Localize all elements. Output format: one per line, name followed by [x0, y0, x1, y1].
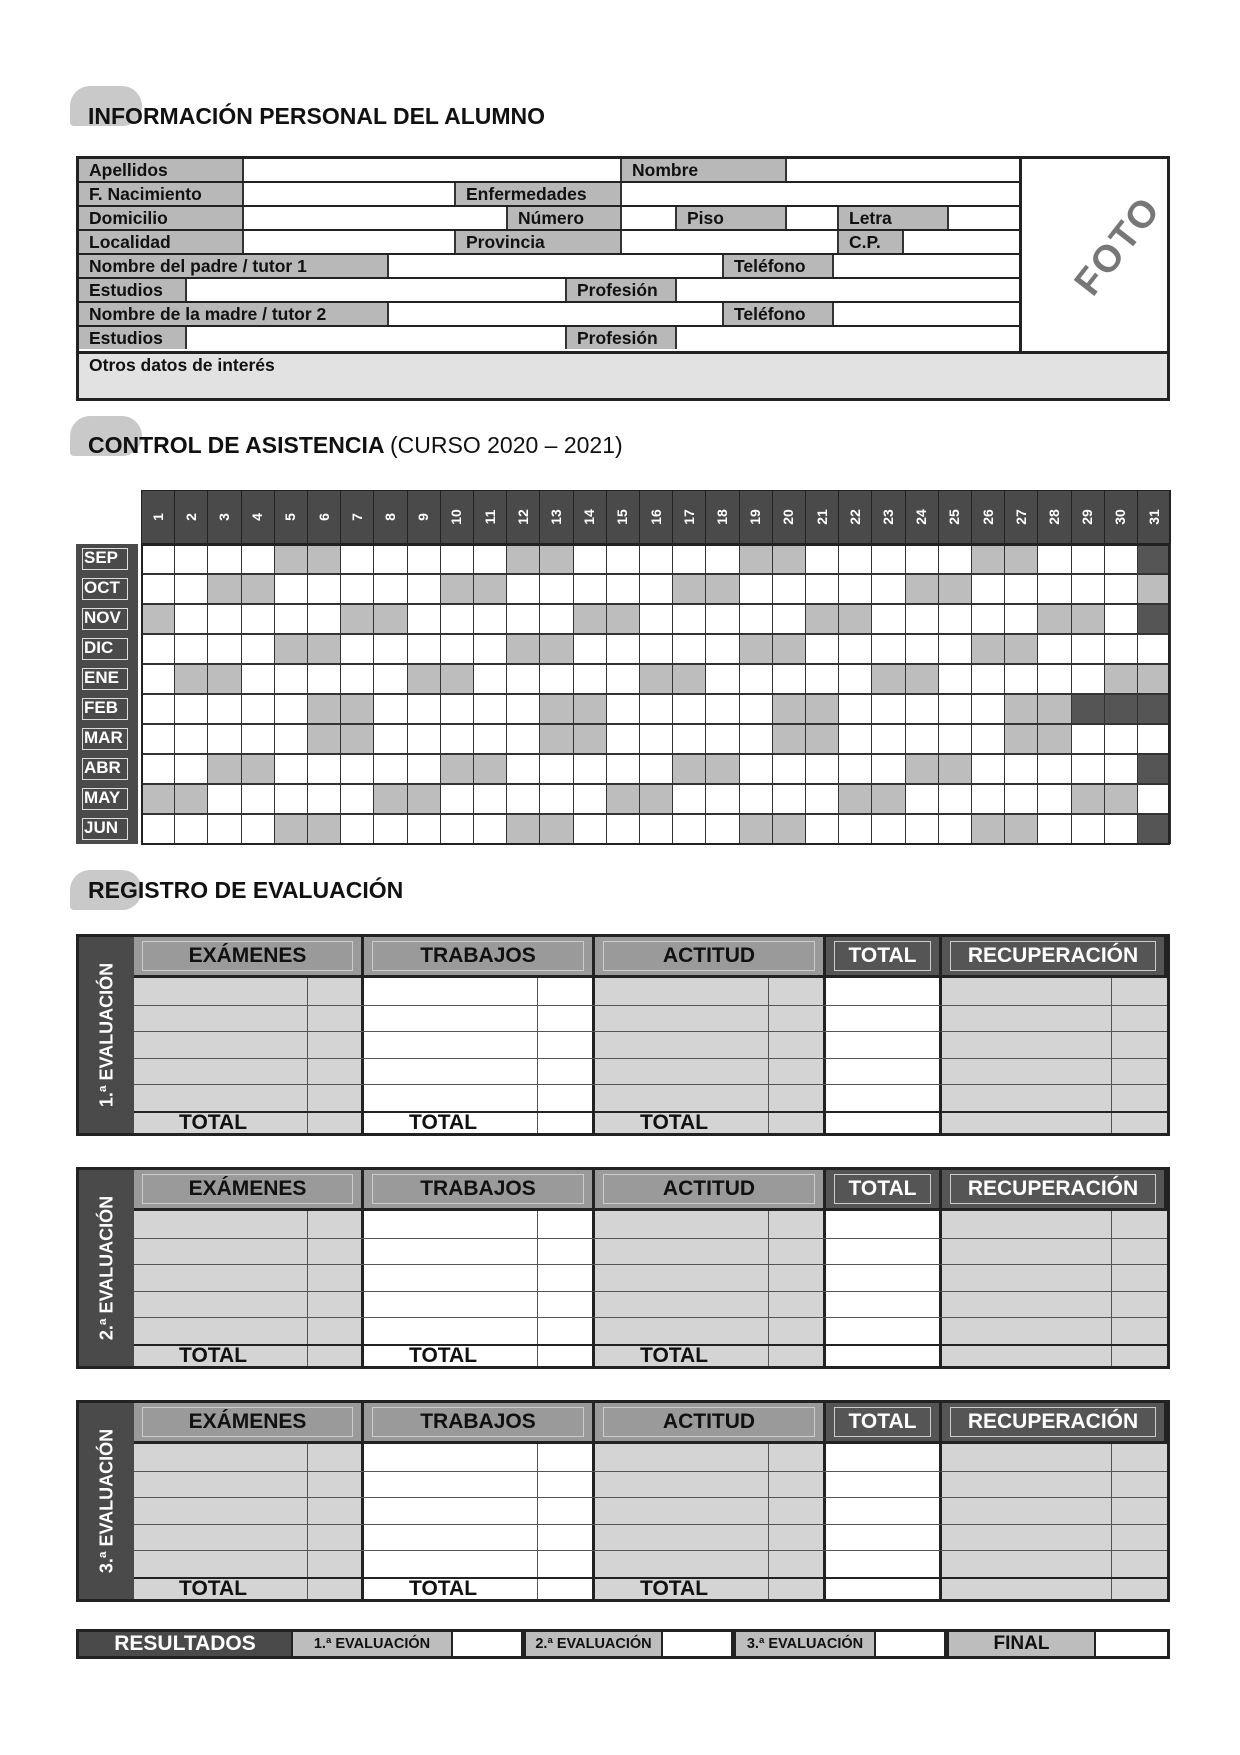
header-examenes: EXÁMENES — [134, 937, 364, 975]
score-cell[interactable] — [366, 1525, 591, 1549]
day-header-12: 12 — [506, 490, 540, 544]
day-header-21: 21 — [805, 490, 839, 544]
personal-info-title: INFORMACIÓN PERSONAL DEL ALUMNO — [88, 103, 546, 129]
provincia-label: Provincia — [456, 231, 622, 253]
estudios2-label: Estudios — [79, 327, 187, 349]
otros-datos-label: Otros datos de interés — [89, 355, 275, 375]
header-examenes: EXÁMENES — [134, 1403, 364, 1441]
evaluation-title: REGISTRO DE EVALUACIÓN — [88, 877, 404, 903]
profesion1-field[interactable] — [677, 279, 1019, 301]
day-header-11: 11 — [473, 490, 507, 544]
score-cell[interactable] — [828, 1292, 938, 1316]
nombre-field[interactable] — [787, 159, 1019, 181]
score-cell[interactable] — [136, 1498, 360, 1522]
total-label-actitud: TOTAL — [640, 1344, 709, 1367]
score-cell[interactable] — [828, 1498, 938, 1522]
apellidos-field[interactable] — [244, 159, 622, 181]
score-cell[interactable] — [944, 1239, 1163, 1263]
f-nacimiento-label: F. Nacimiento — [79, 183, 244, 205]
score-cell[interactable] — [136, 1472, 360, 1496]
header-examenes: EXÁMENES — [134, 1170, 364, 1208]
day-header-14: 14 — [573, 490, 607, 544]
telefono2-label: Teléfono — [724, 303, 834, 325]
month-label-abr: ABR — [76, 754, 138, 784]
madre-label: Nombre de la madre / tutor 2 — [79, 303, 389, 325]
header-recuperacion: RECUPERACIÓN — [942, 1403, 1167, 1441]
score-cell[interactable] — [597, 1472, 822, 1496]
month-label-nov: NOV — [76, 604, 138, 634]
score-cell[interactable] — [597, 1318, 822, 1342]
score-cell[interactable] — [597, 1212, 822, 1236]
score-cell[interactable] — [366, 1085, 591, 1109]
day-header-24: 24 — [905, 490, 939, 544]
day-header-26: 26 — [971, 490, 1005, 544]
score-cell[interactable] — [366, 1059, 591, 1083]
score-cell[interactable] — [828, 1006, 938, 1030]
score-cell[interactable] — [828, 1239, 938, 1263]
score-cell[interactable] — [366, 1472, 591, 1496]
evaluation-block-2 — [76, 1167, 1170, 1369]
score-cell[interactable] — [828, 1265, 938, 1289]
score-cell[interactable] — [597, 1265, 822, 1289]
score-cell[interactable] — [136, 1551, 360, 1575]
score-cell[interactable] — [597, 979, 822, 1003]
month-label-oct: OCT — [76, 574, 138, 604]
score-cell[interactable] — [366, 1445, 591, 1469]
score-cell[interactable] — [366, 1318, 591, 1342]
letra-label: Letra — [839, 207, 949, 229]
score-cell[interactable] — [366, 1239, 591, 1263]
day-header-5: 5 — [274, 490, 308, 544]
month-label-feb: FEB — [76, 694, 138, 724]
f-nacimiento-field[interactable] — [244, 183, 456, 205]
header-trabajos: TRABAJOS — [364, 1170, 595, 1208]
day-header-23: 23 — [871, 490, 905, 544]
profesion2-label: Profesión — [567, 327, 677, 349]
header-actitud: ACTITUD — [595, 1170, 826, 1208]
photo-placeholder-text: FOTO — [1066, 188, 1170, 304]
day-header-8: 8 — [373, 490, 407, 544]
score-cell[interactable] — [136, 1318, 360, 1342]
score-cell[interactable] — [944, 1445, 1163, 1469]
padre-label: Nombre del padre / tutor 1 — [79, 255, 389, 277]
cp-field[interactable] — [904, 231, 1019, 253]
estudios2-field[interactable] — [187, 327, 567, 349]
nombre-label: Nombre — [622, 159, 787, 181]
score-cell[interactable] — [366, 1032, 591, 1056]
day-header-25: 25 — [938, 490, 972, 544]
eval1-result-field[interactable] — [453, 1632, 523, 1656]
attendance-title: CONTROL DE ASISTENCIA (CURSO 2020 – 2021) — [88, 432, 623, 458]
final-result-label: FINAL — [946, 1632, 1096, 1656]
score-cell[interactable] — [828, 1525, 938, 1549]
score-cell[interactable] — [944, 1525, 1163, 1549]
evaluation-block-1 — [76, 934, 1170, 1136]
day-header-13: 13 — [539, 490, 573, 544]
day-header-1: 1 — [141, 490, 175, 544]
header-total: TOTAL — [826, 1403, 942, 1441]
apellidos-label: Apellidos — [79, 159, 244, 181]
score-cell[interactable] — [828, 1445, 938, 1469]
localidad-field[interactable] — [244, 231, 456, 253]
header-actitud: ACTITUD — [595, 1403, 826, 1441]
day-header-29: 29 — [1071, 490, 1105, 544]
day-header-16: 16 — [639, 490, 673, 544]
course-label: (CURSO 2020 – 2021) — [390, 432, 623, 458]
day-header-22: 22 — [838, 490, 872, 544]
month-label-sep: SEP — [76, 544, 138, 574]
localidad-label: Localidad — [79, 231, 244, 253]
score-cell[interactable] — [136, 1292, 360, 1316]
day-header-3: 3 — [207, 490, 241, 544]
header-trabajos: TRABAJOS — [364, 937, 595, 975]
total-label-trabajos: TOTAL — [409, 1111, 478, 1134]
header-total: TOTAL — [826, 1170, 942, 1208]
telefono2-field[interactable] — [834, 303, 1019, 325]
total-label-actitud: TOTAL — [640, 1111, 709, 1134]
score-cell[interactable] — [944, 1551, 1163, 1575]
evaluation-side-label: 3.ª EVALUACIÓN — [79, 1403, 134, 1599]
score-cell[interactable] — [944, 1006, 1163, 1030]
letra-field[interactable] — [949, 207, 1019, 229]
total-label-actitud: TOTAL — [640, 1577, 709, 1600]
month-label-dic: DIC — [76, 634, 138, 664]
estudios1-label: Estudios — [79, 279, 187, 301]
day-header-15: 15 — [606, 490, 640, 544]
score-cell[interactable] — [597, 1239, 822, 1263]
score-cell[interactable] — [366, 1212, 591, 1236]
eval1-result-label: 1.ª EVALUACIÓN — [293, 1632, 453, 1656]
evaluation-block-3 — [76, 1400, 1170, 1602]
day-header-6: 6 — [307, 490, 341, 544]
score-cell[interactable] — [828, 1551, 938, 1575]
score-cell[interactable] — [944, 1212, 1163, 1236]
day-header-9: 9 — [407, 490, 441, 544]
results-label: RESULTADOS — [79, 1632, 293, 1656]
score-cell[interactable] — [136, 1085, 360, 1109]
month-label-ene: ENE — [76, 664, 138, 694]
score-cell[interactable] — [944, 1032, 1163, 1056]
evaluation-side-label: 2.ª EVALUACIÓN — [79, 1170, 134, 1366]
telefono1-field[interactable] — [834, 255, 1019, 277]
score-cell[interactable] — [944, 1498, 1163, 1522]
score-cell[interactable] — [828, 1032, 938, 1056]
domicilio-label: Domicilio — [79, 207, 244, 229]
score-cell[interactable] — [944, 1292, 1163, 1316]
score-cell[interactable] — [366, 1265, 591, 1289]
score-cell[interactable] — [828, 1472, 938, 1496]
score-cell[interactable] — [366, 1498, 591, 1522]
day-header-31: 31 — [1137, 490, 1171, 544]
score-cell[interactable] — [828, 1059, 938, 1083]
cp-label: C.P. — [839, 231, 904, 253]
enfermedades-label: Enfermedades — [456, 183, 622, 205]
score-cell[interactable] — [136, 1032, 360, 1056]
day-header-28: 28 — [1037, 490, 1071, 544]
total-label-examenes: TOTAL — [179, 1344, 248, 1367]
numero-label: Número — [508, 207, 622, 229]
total-label-trabajos: TOTAL — [409, 1577, 478, 1600]
madre-field[interactable] — [389, 303, 724, 325]
day-header-20: 20 — [772, 490, 806, 544]
final-result-field[interactable] — [1096, 1632, 1167, 1656]
padre-field[interactable] — [389, 255, 724, 277]
profesion1-label: Profesión — [567, 279, 677, 301]
score-cell[interactable] — [597, 1445, 822, 1469]
score-cell[interactable] — [136, 1059, 360, 1083]
header-recuperacion: RECUPERACIÓN — [942, 937, 1167, 975]
total-label-examenes: TOTAL — [179, 1577, 248, 1600]
header-actitud: ACTITUD — [595, 937, 826, 975]
header-recuperacion: RECUPERACIÓN — [942, 1170, 1167, 1208]
enfermedades-field[interactable] — [622, 183, 1019, 205]
score-cell[interactable] — [366, 1551, 591, 1575]
day-header-19: 19 — [739, 490, 773, 544]
estudios1-field[interactable] — [187, 279, 567, 301]
score-cell[interactable] — [366, 1006, 591, 1030]
month-label-may: MAY — [76, 784, 138, 814]
score-cell[interactable] — [944, 979, 1163, 1003]
score-cell[interactable] — [136, 1239, 360, 1263]
eval3-result-field[interactable] — [876, 1632, 946, 1656]
month-label-mar: MAR — [76, 724, 138, 754]
total-label-examenes: TOTAL — [179, 1111, 248, 1134]
score-cell[interactable] — [136, 1265, 360, 1289]
score-cell[interactable] — [136, 1212, 360, 1236]
score-cell[interactable] — [597, 1292, 822, 1316]
score-cell[interactable] — [136, 1006, 360, 1030]
day-header-17: 17 — [672, 490, 706, 544]
score-cell[interactable] — [828, 979, 938, 1003]
score-cell[interactable] — [828, 1318, 938, 1342]
score-cell[interactable] — [828, 1212, 938, 1236]
score-cell[interactable] — [944, 1265, 1163, 1289]
score-cell[interactable] — [828, 1085, 938, 1109]
score-cell[interactable] — [597, 1498, 822, 1522]
day-header-18: 18 — [705, 490, 739, 544]
score-cell[interactable] — [597, 1059, 822, 1083]
telefono1-label: Teléfono — [724, 255, 834, 277]
score-cell[interactable] — [136, 979, 360, 1003]
evaluation-side-label: 1.ª EVALUACIÓN — [79, 937, 134, 1133]
score-cell[interactable] — [136, 1445, 360, 1469]
eval2-result-field[interactable] — [663, 1632, 733, 1656]
otros-datos-field[interactable] — [79, 351, 1167, 398]
day-header-27: 27 — [1004, 490, 1038, 544]
results-row — [76, 1629, 1170, 1659]
day-header-2: 2 — [174, 490, 208, 544]
eval3-result-label: 3.ª EVALUACIÓN — [733, 1632, 876, 1656]
piso-field[interactable] — [787, 207, 839, 229]
domicilio-field[interactable] — [244, 207, 508, 229]
profesion2-field[interactable] — [677, 327, 1019, 349]
provincia-field[interactable] — [622, 231, 839, 253]
score-cell[interactable] — [366, 1292, 591, 1316]
score-cell[interactable] — [944, 1085, 1163, 1109]
day-header-10: 10 — [440, 490, 474, 544]
attendance-frame — [141, 544, 1170, 845]
numero-field[interactable] — [622, 207, 677, 229]
score-cell[interactable] — [597, 1006, 822, 1030]
score-cell[interactable] — [944, 1059, 1163, 1083]
score-cell[interactable] — [366, 979, 591, 1003]
piso-label: Piso — [677, 207, 787, 229]
header-trabajos: TRABAJOS — [364, 1403, 595, 1441]
score-cell[interactable] — [944, 1318, 1163, 1342]
day-header-30: 30 — [1104, 490, 1138, 544]
eval2-result-label: 2.ª EVALUACIÓN — [523, 1632, 663, 1656]
personal-info-table — [76, 156, 1170, 401]
score-cell[interactable] — [136, 1525, 360, 1549]
score-cell[interactable] — [597, 1551, 822, 1575]
day-header-7: 7 — [340, 490, 374, 544]
score-cell[interactable] — [597, 1085, 822, 1109]
score-cell[interactable] — [597, 1032, 822, 1056]
score-cell[interactable] — [597, 1525, 822, 1549]
total-label-trabajos: TOTAL — [409, 1344, 478, 1367]
score-cell[interactable] — [944, 1472, 1163, 1496]
day-header-4: 4 — [241, 490, 275, 544]
header-total: TOTAL — [826, 937, 942, 975]
month-label-jun: JUN — [76, 814, 138, 844]
